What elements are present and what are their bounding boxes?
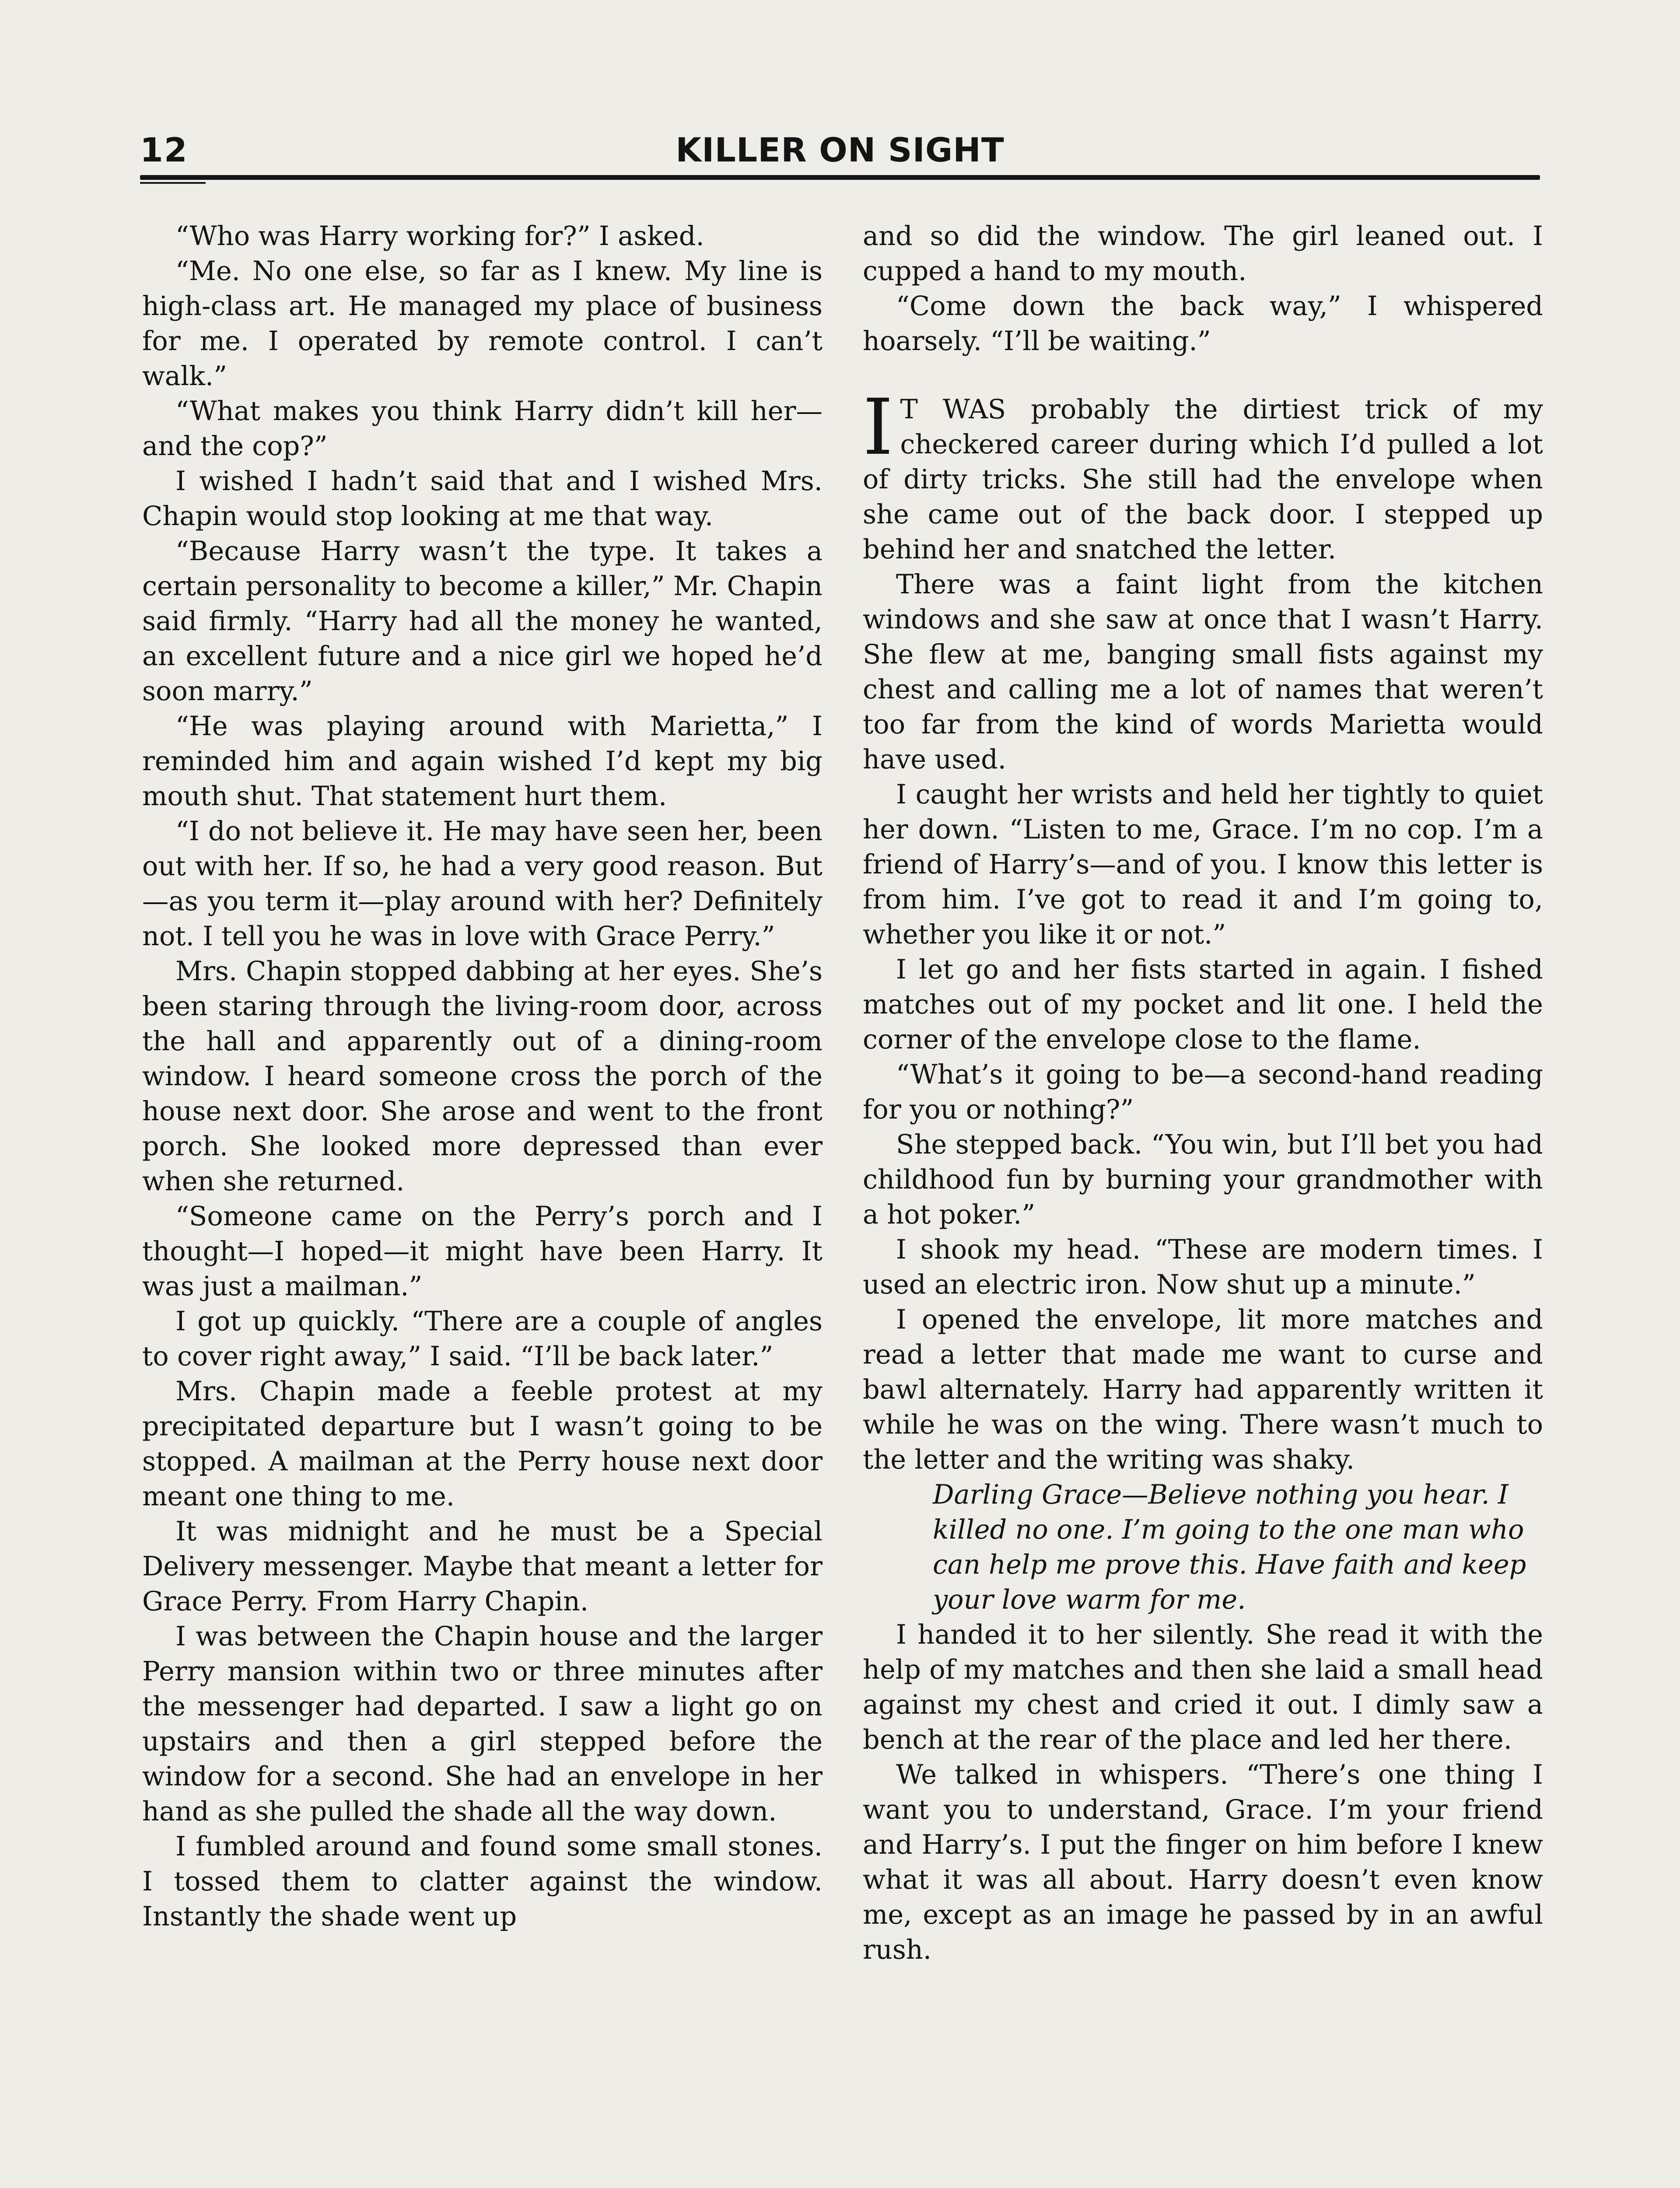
paragraph [863,1232,1543,1302]
paragraph [142,1304,822,1374]
paragraph-text: I wished I hadn’t said that and I wished Mrs. Chapin would stop looking at me that way. [142,466,822,532]
paragraph [863,1302,1543,1477]
paragraph [863,1057,1543,1127]
paragraph [863,1617,1543,1757]
paragraph [142,254,822,394]
paragraph-text: and so did the window. The girl leaned out. I cupped a hand to my mouth. [863,221,1543,287]
paragraph-text: I fumbled around and found some small stones. I tossed them to clatter against the window. Instantly the shade went up [142,1831,822,1932]
paragraph [142,219,822,254]
paragraph [142,1374,822,1514]
paragraph-text: I was between the Chapin house and the larger Perry mansion within two or three minutes after the messenger had departed. I saw a light go on upstairs and then a girl stepped before the window for a second. She had an envelope in her hand as she pulled the shade all the way down. [142,1621,822,1827]
running-title: KILLER ON SIGHT [676,130,1004,169]
paragraph-text: “He was playing around with Marietta,” I reminded him and again wished I’d kept my big mouth shut. That statement hurt them. [142,711,822,812]
header-rule [140,175,1540,180]
paragraph-text: Mrs. Chapin stopped dabbing at her eyes. She’s been staring through the living-room door, across the hall and apparently out of a dining-room window. I heard someone cross the porch of the house next door. She arose and went to the front porch. She looked more depressed than ever when she returned. [142,956,822,1197]
page-header [140,126,1540,179]
paragraph [142,1619,822,1829]
paragraph [863,382,1543,567]
paragraph [142,814,822,954]
paragraph-text: “Me. No one else, so far as I knew. My line is high-class art. He managed my place of business for me. I operated by remote control. I can’t walk.” [142,256,822,392]
page-number: 12 [140,130,188,169]
paragraph-text: “Come down the back way,” I whispered hoarsely. “I’ll be waiting.” [863,291,1543,357]
paragraph-text: There was a faint light from the kitchen windows and she saw at once that I wasn’t Harry. She flew at me, banging small fists against my chest and calling me a lot of names that weren’t too far from the kind of words Marietta would have used. [863,569,1543,775]
paragraph [863,777,1543,952]
paragraph [863,1757,1543,1967]
paragraph [142,464,822,534]
paragraph [142,1829,822,1934]
paragraph-text: “What’s it going to be—a second-hand reading for you or nothing?” [863,1059,1543,1125]
paragraph [142,534,822,709]
paragraph-text: Darling Grace—Believe nothing you hear. I killed no one. I’m going to the one man who can help me prove this. Have faith and keep your love warm for me. [933,1480,1526,1615]
paragraph-text: “Someone came on the Perry’s porch and I thought—I hoped—it might have been Harry. It was just a mailman.” [142,1201,822,1302]
paragraph [142,1514,822,1619]
paragraph [142,709,822,814]
right-column [863,219,1543,1967]
paragraph-text: “What makes you think Harry didn’t kill her—and the cop?” [142,396,822,462]
header-rule-accent [140,182,206,184]
paragraph [863,219,1543,289]
paragraph-text: “Because Harry wasn’t the type. It takes a certain personality to become a killer,” Mr. Chapin said firmly. “Harry had all the money he wanted, an excellent future and a nice girl we hoped he’d soon marry.” [142,536,822,707]
paragraph-text: I shook my head. “These are modern times. I used an electric iron. Now shut up a minute.” [863,1234,1543,1300]
paragraph [863,567,1543,777]
paragraph-text: Mrs. Chapin made a feeble protest at my precipitated departure but I wasn’t going to be stopped. A mailman at the Perry house next door meant one thing to me. [142,1376,822,1512]
paragraph-text: “Who was Harry working for?” I asked. [175,221,704,252]
paragraph-text: I caught her wrists and held her tightly to quiet her down. “Listen to me, Grace. I’m no cop. I’m a friend of Harry’s—and of you. I know this letter is from him. I’ve got to read it and I’m going to, whether you like it or not.” [863,779,1543,950]
paragraph-text: I opened the envelope, lit more matches and read a letter that made me want to curse and bawl alternately. Harry had apparently written it while he was on the wing. There wasn’t much to the letter and the writing was shaky. [863,1304,1543,1475]
paragraph-text: It was midnight and he must be a Special Delivery messenger. Maybe that meant a letter for Grace Perry. From Harry Chapin. [142,1516,822,1617]
paragraph-text: I let go and her fists started in again. I fished matches out of my pocket and lit one. I held the corner of the envelope close to the flame. [863,954,1543,1055]
letter-excerpt [863,1477,1543,1617]
paragraph-text: I got up quickly. “There are a couple of angles to cover right away,” I said. “I’ll be back later.” [142,1306,822,1372]
paragraph [863,1127,1543,1232]
left-column [142,219,822,1934]
paragraph [863,289,1543,359]
paragraph-text: “I do not believe it. He may have seen her, been out with her. If so, he had a very good reason. But—as you term it—play around with her? Definitely not. I tell you he was in love with Grace Perry.” [142,816,822,952]
drop-cap: I [863,382,893,472]
paragraph [142,954,822,1199]
paragraph-text: We talked in whispers. “There’s one thing I want you to understand, Grace. I’m your friend and Harry’s. I put the finger on him before I knew what it was all about. Harry doesn’t even know me, except as an image he passed by in an awful rush. [863,1760,1543,1965]
paragraph [863,952,1543,1057]
paragraph [142,394,822,464]
paragraph-text: I handed it to her silently. She read it with the help of my matches and then she laid a small head against my chest and cried it out. I dimly saw a bench at the rear of the place and led her there. [863,1620,1543,1755]
paragraph [142,1199,822,1304]
paragraph-text: She stepped back. “You win, but I’ll bet you had childhood fun by burning your grandmother with a hot poker.” [863,1129,1543,1230]
paragraph-text: T WAS probably the dirtiest trick of my checkered career during which I’d pulled a lot of dirty tricks. She still had the envelope when she came out of the back door. I stepped up behind her and snatched the letter. [863,394,1543,565]
